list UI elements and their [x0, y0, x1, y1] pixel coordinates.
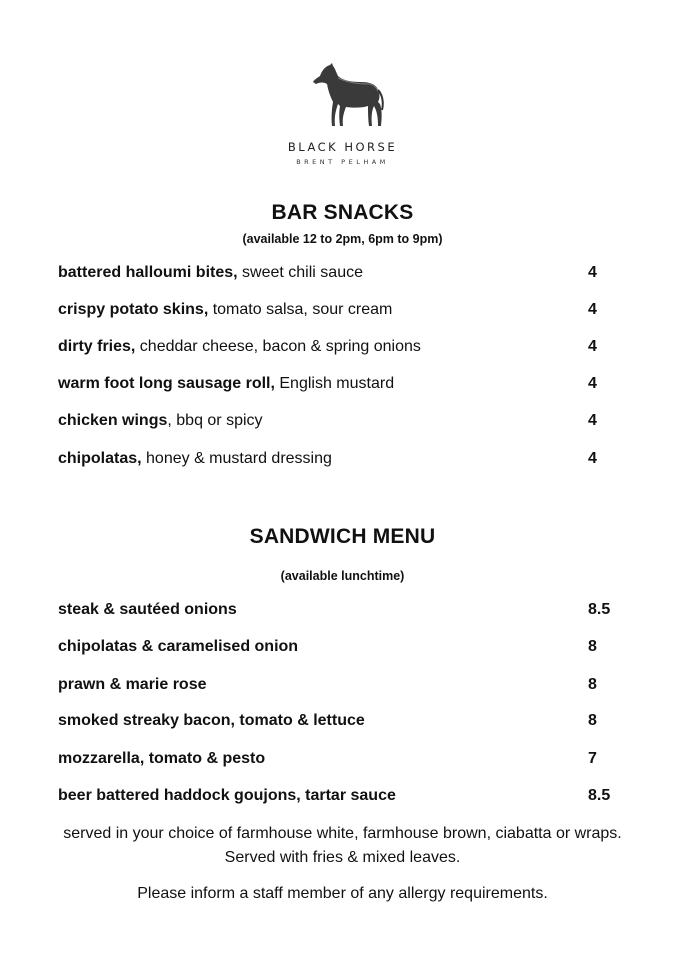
- item-name: chipolatas,: [58, 450, 142, 467]
- item-price: 4: [588, 375, 597, 392]
- menu-item: [58, 676, 618, 698]
- item-price: 8: [588, 712, 597, 729]
- brand-name: BLACK HORSE: [287, 140, 398, 154]
- item-price: 4: [588, 301, 597, 318]
- item-desc: honey & mustard dressing: [141, 450, 332, 467]
- item-name: mozzarella, tomato & pesto: [58, 750, 266, 767]
- menu-item: [58, 412, 618, 434]
- menu-item: [58, 601, 618, 623]
- item-price: 8: [588, 638, 597, 655]
- bar-snacks-title: BAR SNACKS: [271, 201, 414, 224]
- item-price: 4: [588, 412, 597, 429]
- allergy-note: Please inform a staff member of any allergy requirements.: [137, 885, 548, 902]
- menu-item: [58, 338, 618, 360]
- item-desc: , bbq or spicy: [167, 412, 263, 429]
- item-price: 4: [588, 338, 597, 355]
- item-price: 8.5: [588, 787, 611, 804]
- item-desc: English mustard: [274, 375, 395, 392]
- menu-item: [58, 301, 618, 323]
- item-name: dirty fries,: [58, 338, 136, 355]
- item-name: smoked streaky bacon, tomato & lettuce: [58, 712, 365, 729]
- served-note: served in your choice of farmhouse white, farmhouse brown, ciabatta or wraps. Served with fries & mixed leaves.: [63, 825, 622, 866]
- item-name: chipolatas & caramelised onion: [58, 638, 299, 655]
- menu-item: [58, 787, 618, 809]
- menu-item: [58, 264, 618, 286]
- item-price: 4: [588, 450, 597, 467]
- item-name: prawn & marie rose: [58, 676, 207, 693]
- menu-item: [58, 638, 618, 660]
- item-name: crispy potato skins,: [58, 301, 209, 318]
- menu-item: [58, 750, 618, 772]
- item-price: 8.5: [588, 601, 611, 618]
- item-name: battered halloumi bites,: [58, 264, 238, 281]
- item-name: steak & sautéed onions: [58, 601, 237, 618]
- menu-item: [58, 712, 618, 734]
- sandwich-menu-title: SANDWICH MENU: [249, 525, 436, 548]
- item-price: 4: [588, 264, 597, 281]
- bar-snacks-availability: (available 12 to 2pm, 6pm to 9pm): [242, 232, 443, 246]
- item-desc: tomato salsa, sour cream: [208, 301, 393, 318]
- logo: [0, 60, 685, 166]
- sandwich-menu-availability: (available lunchtime): [280, 569, 405, 583]
- item-name: chicken wings: [58, 412, 168, 429]
- item-price: 7: [588, 750, 597, 767]
- menu-item: [58, 375, 618, 397]
- item-price: 8: [588, 676, 597, 693]
- item-name: beer battered haddock goujons, tartar sauce: [58, 787, 396, 804]
- brand-location: BRENT PELHAM: [296, 158, 389, 166]
- item-desc: sweet chili sauce: [237, 264, 363, 281]
- horse-icon: [298, 60, 388, 132]
- item-desc: cheddar cheese, bacon & spring onions: [135, 338, 421, 355]
- item-name: warm foot long sausage roll,: [58, 375, 275, 392]
- menu-item: [58, 450, 618, 472]
